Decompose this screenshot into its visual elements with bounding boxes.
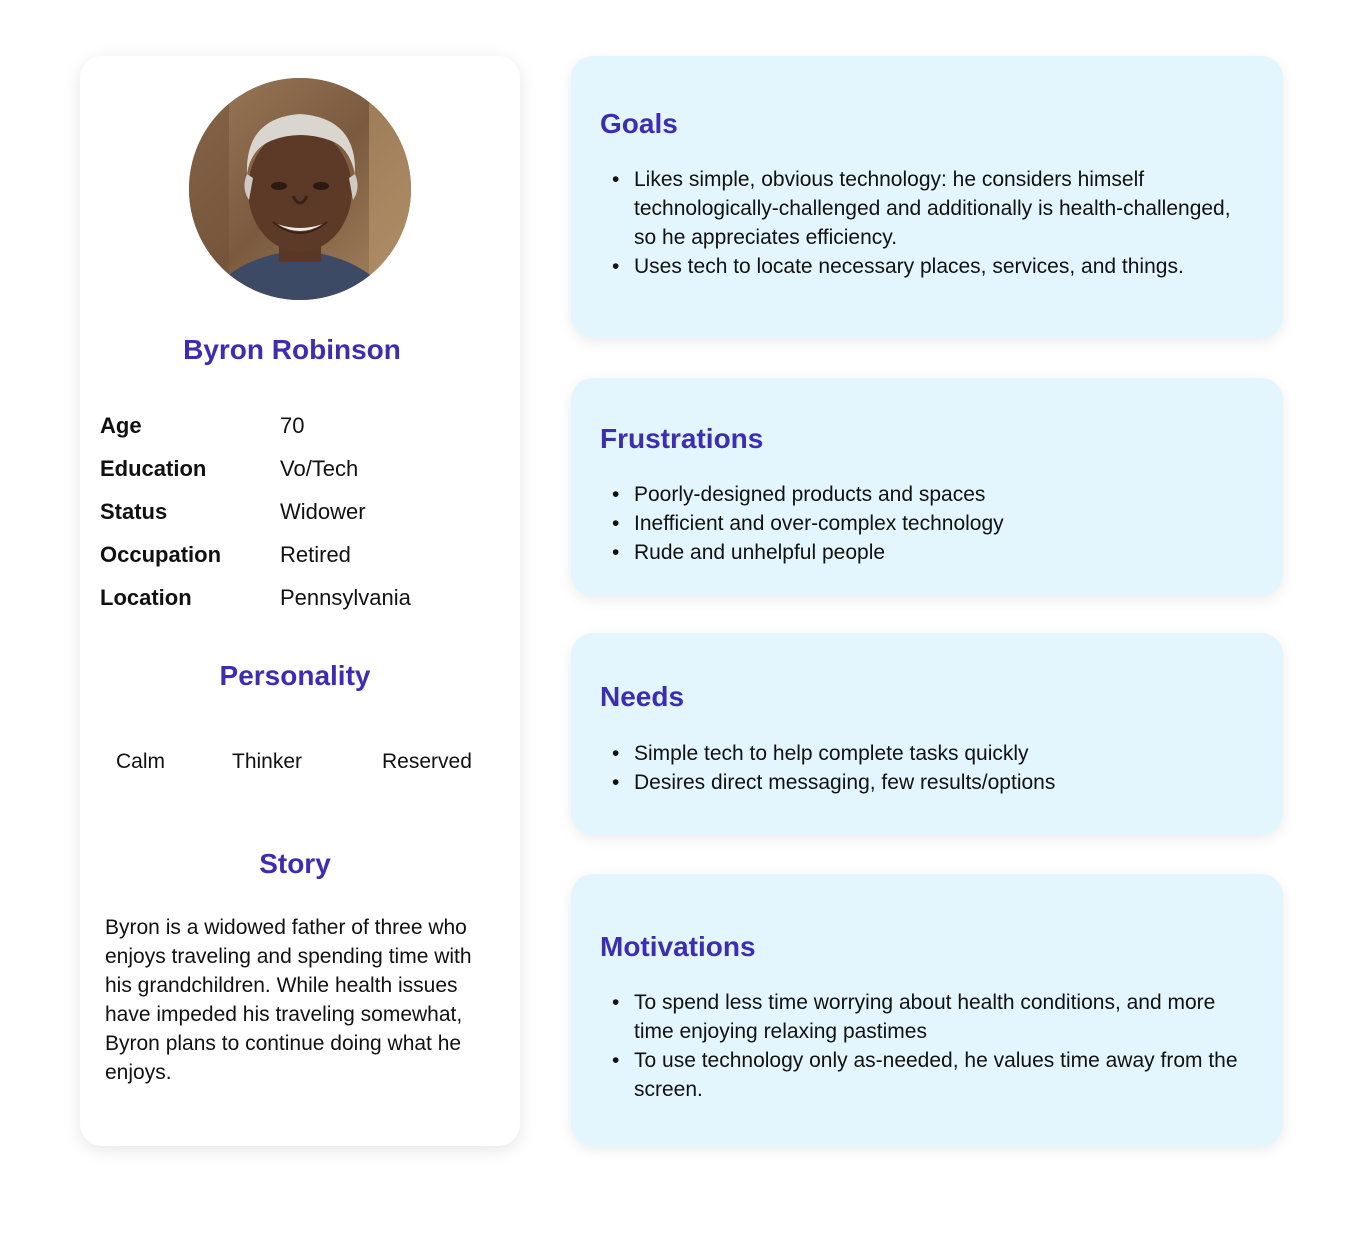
list-item: • Desires direct messaging, few results/options	[600, 768, 1250, 797]
goals-list	[600, 165, 1250, 281]
detail-value: Retired	[280, 542, 351, 567]
detail-row-occupation	[100, 537, 500, 580]
person-name: Byron Robinson	[183, 334, 401, 365]
goals-title: Goals	[600, 108, 678, 139]
frustrations-title: Frustrations	[600, 423, 764, 454]
list-item: • Rude and unhelpful people	[600, 538, 1250, 567]
needs-list	[600, 739, 1250, 797]
frustrations-card	[571, 378, 1283, 596]
detail-label: Occupation	[100, 542, 222, 567]
detail-label: Location	[100, 585, 192, 610]
detail-value: 70	[280, 413, 305, 438]
story-title: Story	[259, 848, 331, 879]
list-item: • Inefficient and over-complex technology	[600, 509, 1250, 538]
list-item: • To spend less time worrying about health conditions, and more time enjoying relaxing pastimes	[600, 988, 1250, 1046]
detail-row-status	[100, 494, 500, 537]
detail-row-age	[100, 408, 500, 451]
personality-title: Personality	[219, 660, 371, 691]
needs-title: Needs	[600, 681, 685, 712]
goals-card	[571, 56, 1283, 338]
detail-label: Education	[100, 456, 207, 481]
detail-row-education	[100, 451, 500, 494]
list-item: • Likes simple, obvious technology: he considers himself technologically-challenged and additionally is health-challenged, so he appreciates efficiency.	[600, 165, 1250, 252]
trait-calm: Calm	[116, 750, 166, 773]
needs-card	[571, 633, 1283, 835]
detail-value: Widower	[280, 499, 366, 524]
personality-traits	[80, 746, 520, 778]
frustrations-list	[600, 480, 1250, 567]
profile-card	[80, 56, 520, 1146]
motivations-title: Motivations	[600, 931, 756, 962]
story-text: Byron is a widowed father of three who enjoys traveling and spending time with his grandchildren. While health issues have impeded his traveling somewhat, Byron plans to continue doing what he enjoys.	[105, 916, 472, 1084]
list-item: • To use technology only as-needed, he values time away from the screen.	[600, 1046, 1250, 1104]
motivations-card	[571, 874, 1283, 1146]
person-photo-icon	[189, 78, 411, 300]
trait-reserved: Reserved	[382, 750, 472, 773]
motivations-list	[600, 988, 1250, 1104]
trait-thinker: Thinker	[232, 750, 303, 773]
details-list	[100, 408, 500, 623]
avatar	[189, 78, 411, 300]
detail-row-location	[100, 580, 500, 623]
list-item: • Uses tech to locate necessary places, services, and things.	[600, 252, 1250, 281]
list-item: • Poorly-designed products and spaces	[600, 480, 1250, 509]
detail-value: Pennsylvania	[280, 585, 411, 610]
list-item: • Simple tech to help complete tasks quickly	[600, 739, 1250, 768]
detail-label: Age	[100, 413, 142, 438]
detail-value: Vo/Tech	[280, 456, 359, 481]
detail-label: Status	[100, 499, 168, 524]
